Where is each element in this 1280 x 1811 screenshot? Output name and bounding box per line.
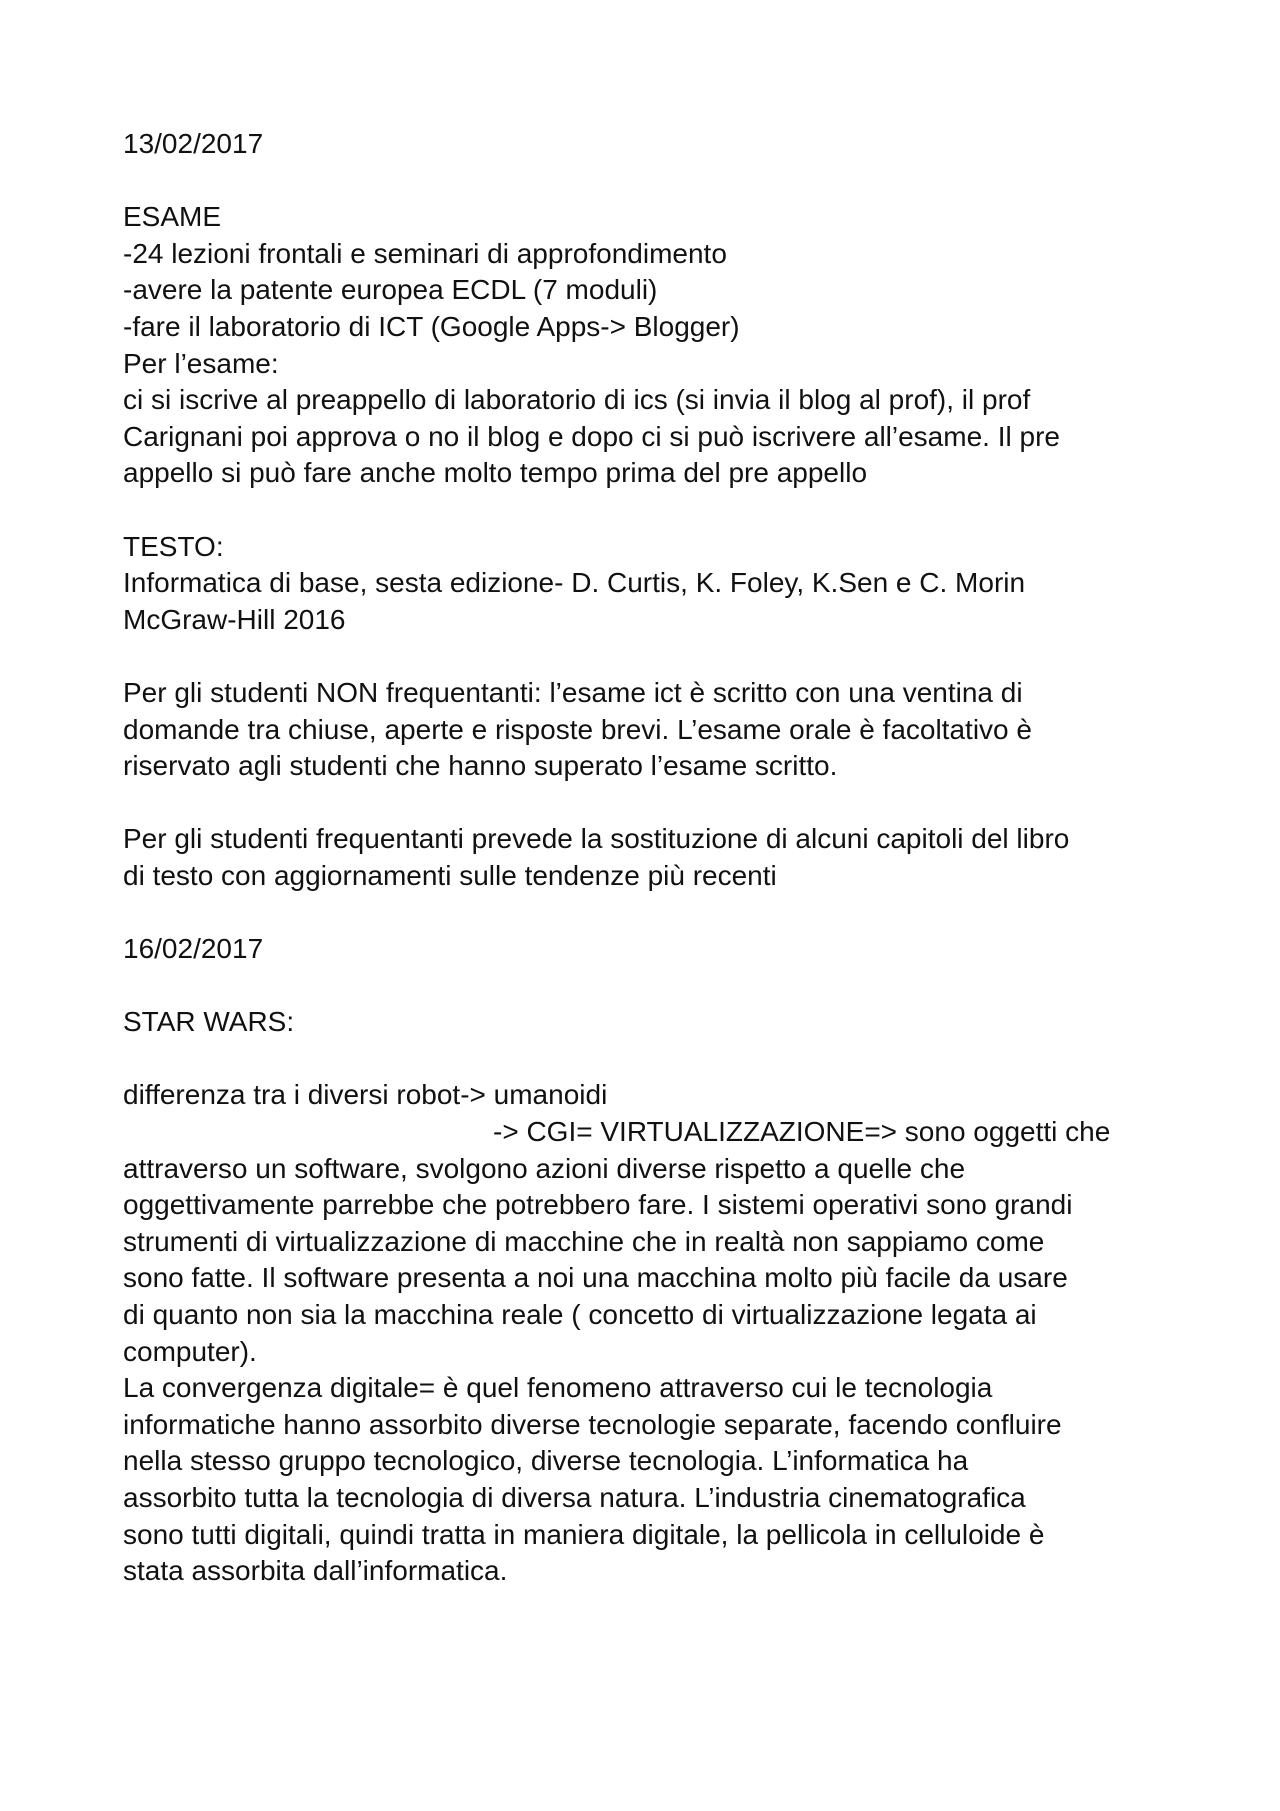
- blank-line: [123, 638, 1183, 675]
- date-2: 16/02/2017: [123, 933, 264, 965]
- virtualizzazione-line: oggettivamente parrebbe che potrebbero fare. I sistemi operativi sono grandi: [123, 1189, 1073, 1221]
- virtualizzazione-line: computer).: [123, 1335, 257, 1367]
- esame-item: -24 lezioni frontali e seminari di approfondimento: [123, 237, 727, 269]
- testo-line: McGraw-Hill 2016: [123, 603, 346, 635]
- date-1: 13/02/2017: [123, 128, 264, 159]
- convergenza-line: sono tutti digitali, quindi tratta in maniera digitale, la pellicola in celluloide è: [123, 1518, 1045, 1550]
- convergenza-line: informatiche hanno assorbito diverse tecnologie separate, facendo confluire: [123, 1408, 1062, 1440]
- non-frequentanti-line: Per gli studenti NON frequentanti: l’esame ict è scritto con una ventina di: [123, 676, 1023, 708]
- esame-item: -fare il laboratorio di ICT (Google Apps-> Blogger): [123, 310, 740, 342]
- non-frequentanti-line: riservato agli studenti che hanno superato l’esame scritto.: [123, 750, 838, 782]
- non-frequentanti-line: domande tra chiuse, aperte e risposte brevi. L’esame orale è facoltativo è: [123, 713, 1032, 745]
- frequentanti-line: di testo con aggiornamenti sulle tendenze più recenti: [123, 859, 777, 891]
- per-esame-line: ci si iscrive al preappello di laboratorio di ics (si invia il blog al prof), il prof: [123, 384, 1031, 416]
- testo-line: Informatica di base, sesta edizione- D. Curtis, K. Foley, K.Sen e C. Morin: [123, 567, 1026, 599]
- blank-line: [123, 163, 1183, 200]
- per-esame-line: Carignani poi approva o no il blog e dopo ci si può iscrivere all’esame. Il pre: [123, 420, 1060, 452]
- convergenza-line: La convergenza digitale= è quel fenomeno attraverso cui le tecnologia: [123, 1372, 993, 1404]
- virtualizzazione-line: di quanto non sia la macchina reale ( concetto di virtualizzazione legata ai: [123, 1299, 1037, 1330]
- robot-line: differenza tra i diversi robot-> umanoidi: [123, 1079, 608, 1111]
- blank-line: [123, 1041, 1183, 1078]
- virtualizzazione-line: attraverso un software, svolgono azioni diverse rispetto a quelle che: [123, 1152, 966, 1184]
- esame-heading: ESAME: [123, 201, 222, 233]
- star-wars-heading: STAR WARS:: [123, 1006, 295, 1038]
- per-esame-label: Per l’esame:: [123, 347, 279, 379]
- blank-line: [123, 968, 1183, 1005]
- convergenza-line: stata assorbita dall’informatica.: [123, 1555, 508, 1587]
- blank-line: [123, 492, 1183, 529]
- frequentanti-line: Per gli studenti frequentanti prevede la sostituzione di alcuni capitoli del libro: [123, 823, 1070, 855]
- cgi-line: -> CGI= VIRTUALIZZAZIONE=> sono oggetti che: [493, 1116, 1111, 1148]
- convergenza-line: nella stesso gruppo tecnologico, diverse tecnologia. L’informatica ha: [123, 1445, 969, 1477]
- esame-item: -avere la patente europea ECDL (7 moduli): [123, 274, 658, 306]
- virtualizzazione-line: strumenti di virtualizzazione di macchine che in realtà non sappiamo come: [123, 1225, 1045, 1257]
- notes-body: [123, 126, 1183, 1590]
- blank-line: [123, 894, 1183, 931]
- testo-heading: TESTO:: [123, 530, 224, 562]
- virtualizzazione-line: sono fatte. Il software presenta a noi una macchina molto più facile da usare: [123, 1262, 1068, 1294]
- blank-line: [123, 785, 1183, 822]
- per-esame-line: appello si può fare anche molto tempo prima del pre appello: [123, 457, 868, 489]
- convergenza-line: assorbito tutta la tecnologia di diversa natura. L’industria cinematografica: [123, 1481, 1026, 1513]
